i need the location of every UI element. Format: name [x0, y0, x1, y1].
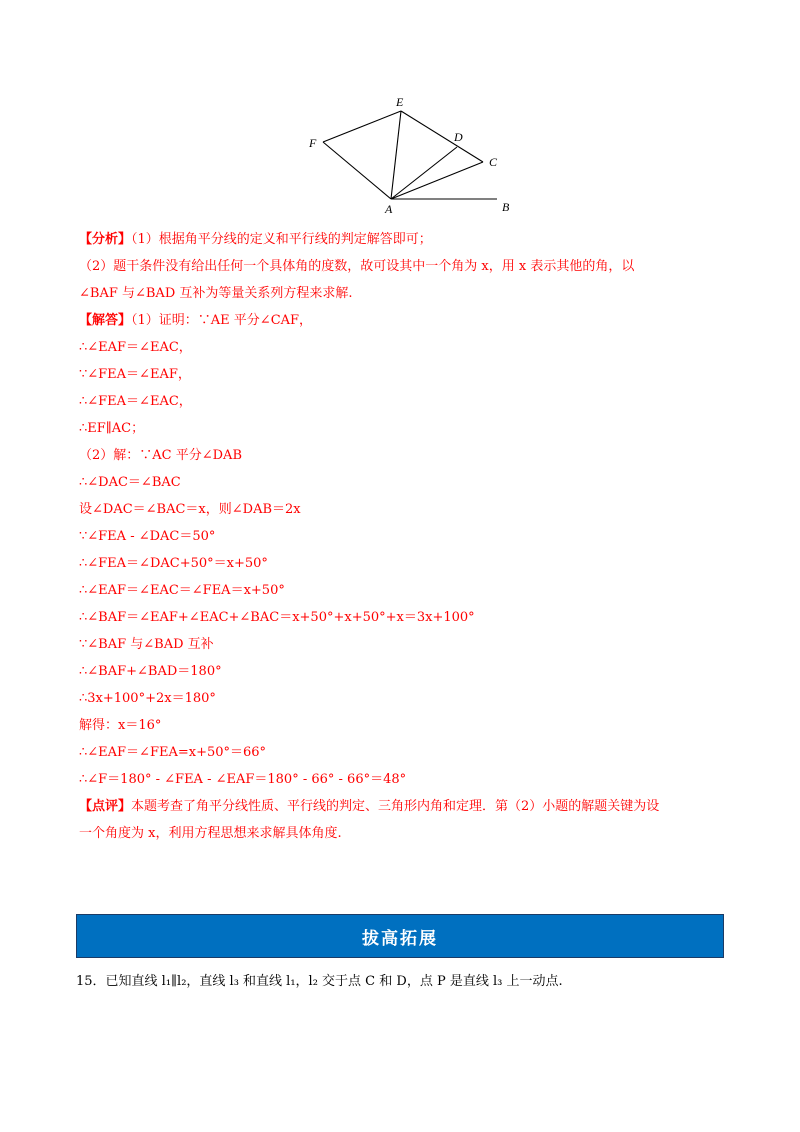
- segment-ad: [391, 147, 457, 199]
- step-line: ∴∠FEA＝∠DAC+50°＝x+50°: [79, 556, 268, 571]
- point-label-b: B: [502, 200, 510, 214]
- step-line: ∵∠FEA - ∠DAC＝50°: [79, 529, 216, 544]
- comment-text-1: 本题考查了角平分线性质、平行线的判定、三角形内角和定理．第（2）小题的解题关键为设: [131, 799, 660, 814]
- step-line: ∴∠EAF＝∠EAC＝∠FEA＝x+50°: [79, 583, 285, 598]
- step-line: ∴∠DAC＝∠BAC: [79, 475, 181, 490]
- step-line: ∴EF∥AC；: [79, 421, 145, 436]
- section-banner-title: 拔高拓展: [362, 928, 438, 949]
- comment-line-1: [79, 793, 729, 820]
- step-line: （2）解：∵AC 平分∠DAB: [79, 448, 242, 463]
- point-label-f: F: [309, 136, 317, 150]
- segment-ac: [391, 162, 483, 199]
- step-line: ∴3x+100°+2x＝180°: [79, 691, 216, 706]
- step-line: ∵∠BAF 与∠BAD 互补: [79, 637, 214, 652]
- point-label-d: D: [454, 130, 463, 144]
- solution-block: [79, 226, 729, 847]
- analysis-line-2: （2）题干条件没有给出任何一个具体角的度数，故可设其中一个角为 x，用 x 表示其他的角，以: [79, 259, 635, 274]
- point-label-c: C: [489, 155, 498, 169]
- question-15: 15．已知直线 l₁∥l₂，直线 l₃ 和直线 l₁，l₂ 交于点 C 和 D，点 P 是直线 l₃ 上一动点.: [76, 974, 563, 989]
- step-line: ∴∠EAF＝∠FEA=x+50°＝66°: [79, 745, 267, 760]
- point-label-a: A: [385, 202, 393, 216]
- step-line: ∵∠FEA＝∠EAF，: [79, 367, 191, 382]
- comment-line-2: 一个角度为 x，利用方程思想来求解具体角度.: [79, 826, 342, 841]
- analysis-text-1: （1）根据角平分线的定义和平行线的判定解答即可；: [131, 232, 432, 247]
- step-line: 解得：x＝16°: [79, 718, 162, 733]
- step-line: ∴∠F＝180° - ∠FEA - ∠EAF＝180° - 66° - 66°＝48°: [79, 772, 407, 787]
- analysis-tag: 【分析】: [79, 232, 132, 247]
- geometry-figure: [300, 92, 525, 220]
- segment-fe: [323, 111, 401, 142]
- section-banner: [76, 914, 724, 958]
- step-line: 设∠DAC＝∠BAC＝x，则∠DAB＝2x: [79, 502, 301, 517]
- analysis-line-1: [79, 226, 729, 253]
- point-label-e: E: [396, 95, 404, 109]
- step-line: ∴∠FEA＝∠EAC，: [79, 394, 192, 409]
- answer-tag: 【解答】: [79, 313, 132, 328]
- segment-ea: [391, 111, 401, 199]
- answer-text-1: （1）证明：∵AE 平分∠CAF，: [131, 313, 313, 328]
- comment-tag: 【点评】: [79, 799, 132, 814]
- step-line: ∴∠EAF＝∠EAC，: [79, 340, 192, 355]
- step-line: ∴∠BAF+∠BAD＝180°: [79, 664, 222, 679]
- analysis-line-3: ∠BAF 与∠BAD 互补为等量关系列方程来求解.: [79, 286, 353, 301]
- segment-ec: [401, 111, 483, 162]
- segment-fa: [323, 142, 391, 199]
- answer-line-1: [79, 307, 729, 334]
- step-line: ∴∠BAF＝∠EAF+∠EAC+∠BAC＝x+50°+x+50°+x＝3x+100°: [79, 610, 475, 625]
